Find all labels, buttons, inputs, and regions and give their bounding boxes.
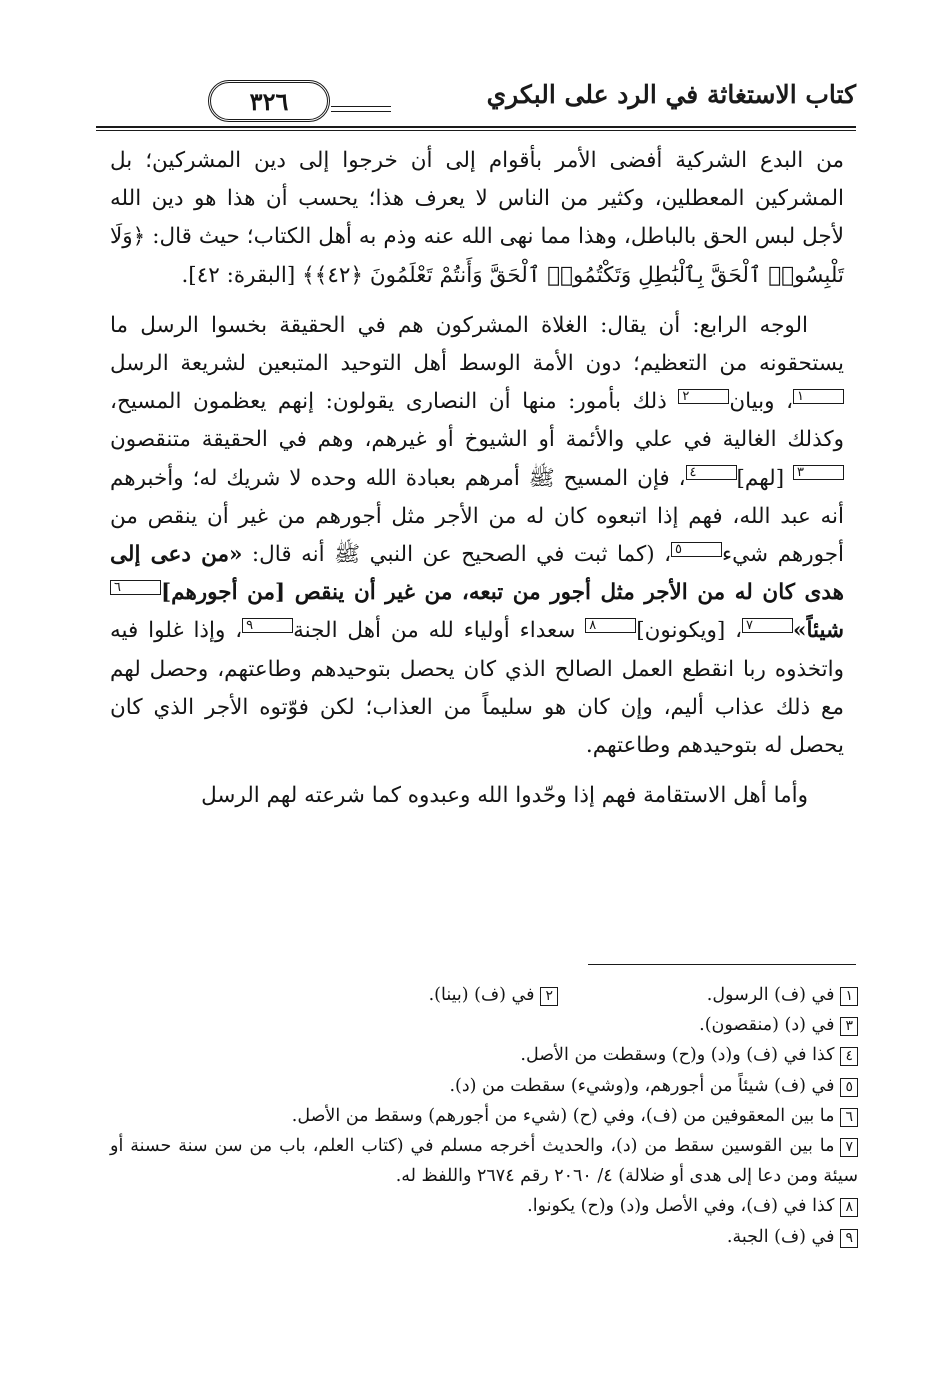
header-rule xyxy=(96,126,856,128)
page-header xyxy=(96,78,856,128)
footnote-ref: ٨ xyxy=(585,618,636,633)
footnote-separator xyxy=(588,964,856,965)
hadith-text: «من دعى إلى هدى كان له من الأجر مثل أجور من تبعه، من غير أن ينقص [من أجورهم] xyxy=(110,542,844,606)
footnote-ref: ٩ xyxy=(242,618,293,633)
footnote-ref: ٢ xyxy=(678,389,729,404)
paragraph-3: وأما أهل الاستقامة فهم إذا وحّدوا الله وعبدوه كما شرعته لهم الرسل xyxy=(201,783,808,809)
header-ornament-line xyxy=(331,111,391,112)
footnote-ref: ٦ xyxy=(110,580,161,595)
footnote: ٣في (د) (منقصون). xyxy=(110,1010,858,1040)
hadith-text: شيئاً» xyxy=(793,618,844,644)
footnote-ref: ٣ xyxy=(793,465,844,480)
main-text xyxy=(110,142,844,815)
footnotes xyxy=(110,980,858,1252)
footnote-ref: ١ xyxy=(793,389,844,404)
footnote-ref: ٥ xyxy=(671,542,722,557)
footnote: ٩في (ف) الجبة. xyxy=(110,1222,858,1252)
running-title: كتاب الاستغاثة في الرد على البكري xyxy=(486,80,856,109)
page-number: ٣٢٦ xyxy=(208,80,330,122)
header-rule xyxy=(96,130,856,131)
header-ornament-line xyxy=(331,106,391,107)
paragraph-1: من البدع الشركية أفضى الأمر بأقوام إلى أن خرجوا إلى دين المشركين؛ بل المشركين المعطلين، وكثير من الناس لا يعرف هذا؛ يحسب أن هذا هو دين الله لأجل لبس الحق بالباطل، وهذا مما نهى الله عنه وذم به أهل الكتاب؛ حيث قال: ﴿وَلَا تَلْبِسُوا۟ ٱلْحَقَّ بِٱلْبَٰطِلِ وَتَكْتُمُوا۟ ٱلْحَقَّ وَأَنتُمْ تَعْلَمُونَ ﴿٤٢﴾﴾ [البقرة: ٤٢]. xyxy=(110,148,844,288)
footnote: ٦ما بين المعقوفين من (ف)، وفي (ح) (شيء من أجورهم) وسقط من الأصل. xyxy=(110,1101,858,1131)
footnote: ٨كذا في (ف)، وفي الأصل و(د) و(ح) يكونوا. xyxy=(110,1191,858,1221)
footnote-ref: ٤ xyxy=(686,465,737,480)
footnote: ٧ما بين القوسين سقط من (د)، والحديث أخرجه مسلم في (كتاب العلم، باب من سن سنة حسنة أو سيئة ومن دعا إلى هدى أو ضلالة) ٤/ ٢٠٦٠ رقم ٢٦٧٤ واللفظ له. xyxy=(110,1136,858,1187)
paragraph-2: الوجه الرابع: أن يقال: الغلاة المشركون هم في الحقيقة بخسوا الرسل ما يستحقونه من التعظيم؛ دون الأمة الوسط أهل التوحيد المتبعين لشريعة الرسل١، وبيان٢ ذلك بأمور: منها أن النصارى يقولون: إنهم يعظمون المسيح، وكذلك الغالية في علي والأئمة أو الشيوخ أو غيرهم، وهم في الحقيقة متنقصون٣ [لهم]٤، فإن المسيح ﷺ أمرهم بعبادة الله وحده لا شريك له؛ وأخبرهم أنه عبد الله، فهم إذا اتبعوه كان له من الأجر مثل أجورهم من غير أن ينقص من أجورهم شيء٥، (كما ثبت في الصحيح عن النبي ﷺ أنه قال: «من دعى إلى هدى كان له من الأجر مثل أجور من تبعه، من غير أن ينقص [من أجورهم]٦ شيئاً»٧، [ويكونون]٨ سعداء أولياء لله من أهل الجنة٩، وإذا غلوا فيه واتخذوه ربا انقطع العمل الصالح الذي كان يحصل بتوحيدهم وطاعتهم، وحصل لهم مع ذلك عذاب أليم، وإن كان هو سليماً من العذاب؛ لكن فوّتوه الأجر الذي كان يحصل له بتوحيدهم وطاعتهم. xyxy=(110,312,844,759)
footnote: ٥في (ف) شيئاً من أجورهم، و(وشيء) سقطت من (د). xyxy=(110,1071,858,1101)
footnote: ٢في (ف) (بينا). xyxy=(429,980,558,1010)
footnote-ref: ٧ xyxy=(742,618,793,633)
footnote: ١في (ف) الرسول. xyxy=(558,980,858,1010)
footnote: ٤كذا في (ف) و(د) و(ح) وسقطت من الأصل. xyxy=(110,1040,858,1070)
